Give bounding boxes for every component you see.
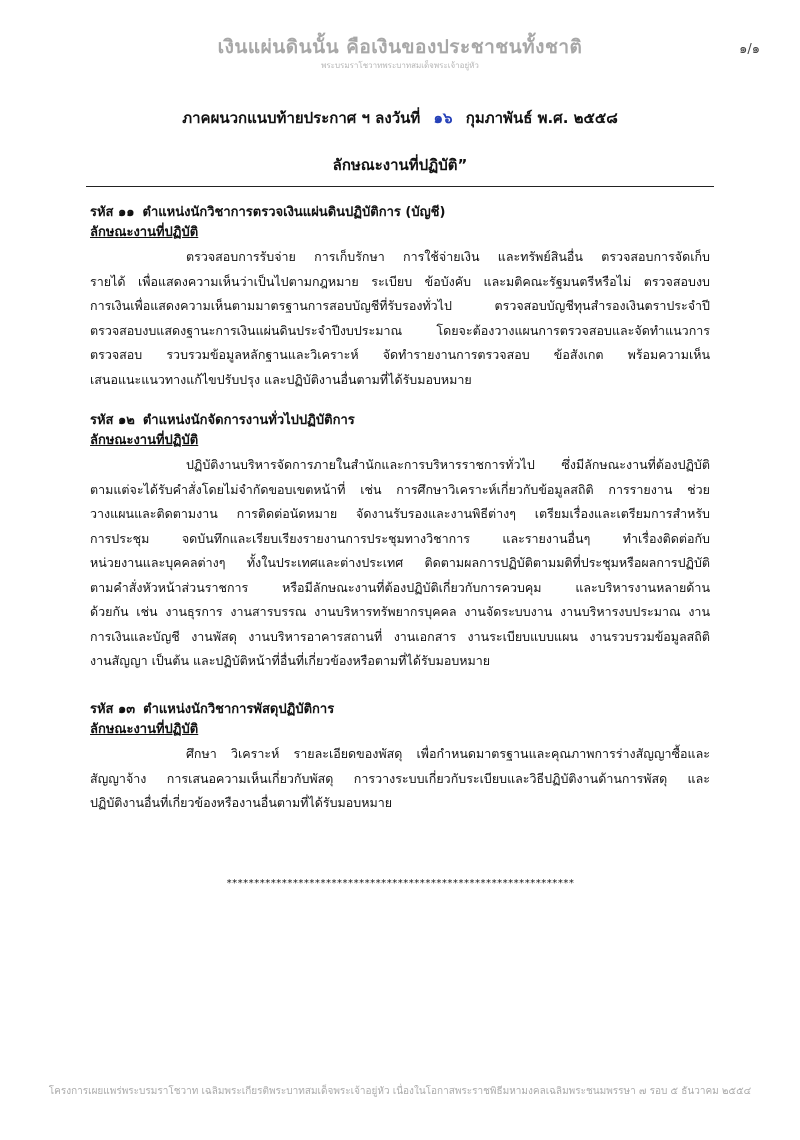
- annex-title-before: ภาคผนวกแนบท้ายประกาศ ฯ ลงวันที่: [182, 109, 421, 127]
- annex-title-after: กุมภาพันธ์ พ.ศ. ๒๕๕๘: [465, 109, 618, 127]
- paragraph-line: เสนอแนะแนวทางแก้ไขปรับปรุง และปฏิบัติงานอื่นตามที่ได้รับมอบหมาย: [90, 371, 472, 387]
- annex-title: [0, 106, 800, 130]
- section-subheading: ลักษณะงานที่ปฏิบัติ: [90, 433, 199, 448]
- paragraph-line: วางแผนและติดตามงาน การติดต่อนัดหมาย จัดงานรับรองและงานพิธีต่างๆ เตรียมเรื่องและเตรียมการสำหรับ: [90, 506, 710, 521]
- paragraph-line: ตามคำสั่งหัวหน้าส่วนราชการ หรือมีลักษณะงานที่ต้องปฏิบัติเกี่ยวกับการควบคุม และบริหารงานหลายด้าน: [90, 579, 710, 595]
- section-heading: [90, 700, 710, 720]
- section-13: [90, 700, 710, 816]
- paragraph-line: ปฏิบัติงานบริหารจัดการภายในสำนักและการบริหารราชการทั่วไป ซึ่งมีลักษณะงานที่ต้องปฏิบัติ: [186, 457, 710, 472]
- paragraph-line: งานสัญญา เป็นต้น และปฏิบัติหน้าที่อื่นที่เกี่ยวข้องหรือตามที่ได้รับมอบหมาย: [90, 653, 491, 668]
- document-title: ลักษณะงานที่ปฏิบัติ”: [332, 156, 468, 174]
- section-heading: [90, 411, 710, 431]
- section-code: รหัส ๑๓: [90, 702, 136, 717]
- section-subheading: ลักษณะงานที่ปฏิบัติ: [90, 225, 199, 240]
- paragraph-line: การเงินและบัญชี งานพัสดุ งานบริหารอาคารสถานที่ งานเอกสาร งานระเบียบแบบแผน งานรวบรวมข้อมูลสถิติ: [90, 628, 710, 644]
- section-11: [90, 203, 710, 392]
- paragraph-line: การประชุม จดบันทึกและเรียบเรียงรายงานการประชุมทางวิชาการ และรายงานอื่นๆ ทำเรื่องติดต่อกับ: [90, 530, 710, 546]
- section-heading: [90, 203, 710, 223]
- paragraph-line: ตรวจสอบ รวบรวมข้อมูลหลักฐานและวิเคราะห์ จัดทำรายงานการตรวจสอบ ข้อสังเกต พร้อมความเห็น: [90, 347, 710, 362]
- page-number: ๑/๑: [739, 42, 760, 57]
- section-code: รหัส ๑๒: [90, 413, 135, 428]
- paragraph-line: ตรวจสอบการรับจ่าย การเก็บรักษา การใช้จ่ายเงิน และทรัพย์สินอื่น ตรวจสอบการจัดเก็บ: [186, 249, 710, 264]
- divider: [86, 186, 714, 187]
- paragraph-line: ตามแต่จะได้รับคำสั่งโดยไม่จำกัดขอบเขตหน้าที่ เช่น การศึกษาวิเคราะห์เกี่ยวกับข้อมูลสถิติ การรายงาน ช่วย: [90, 481, 710, 497]
- section-subheading: ลักษณะงานที่ปฏิบัติ: [90, 722, 199, 737]
- section-position: ตำแหน่งนักวิชาการพัสดุปฏิบัติการ: [143, 702, 335, 717]
- paragraph-line: ตรวจสอบงบแสดงฐานะการเงินแผ่นดินประจำปีงบประมาณ โดยจะต้องวางแผนการตรวจสอบและจัดทำแนวการ: [90, 322, 710, 338]
- section-position: ตำแหน่งนักวิชาการตรวจเงินแผ่นดินปฏิบัติการ (บัญชี): [142, 205, 446, 220]
- annex-day: ๑๖: [433, 109, 453, 127]
- paragraph-line: รายได้ เพื่อแสดงความเห็นว่าเป็นไปตามกฎหมาย ระเบียบ ข้อบังคับ และมติคณะรัฐมนตรีหรือไม่ ตรวจสอบงบ: [90, 273, 710, 289]
- paragraph-line: ปฏิบัติงานอื่นที่เกี่ยวข้องหรืองานอื่นตามที่ได้รับมอบหมาย: [90, 795, 393, 810]
- section-position: ตำแหน่งนักจัดการงานทั่วไปปฏิบัติการ: [142, 413, 355, 428]
- section-12: [90, 411, 710, 674]
- paragraph-line: ศึกษา วิเคราะห์ รายละเอียดของพัสดุ เพื่อกำหนดมาตรฐานและคุณภาพการร่างสัญญาซื้อและ: [186, 746, 710, 761]
- header-motto-source: พระบรมราโชวาทพระบาทสมเด็จพระเจ้าอยู่หัว: [321, 61, 479, 70]
- paragraph-line: หน่วยงานและบุคคลต่างๆ ทั้งในประเทศและต่างประเทศ ติดตามผลการปฏิบัติตามมติที่ประชุมหรือผลการปฏิบัติ: [90, 555, 710, 570]
- section-code: รหัส ๑๑: [90, 205, 135, 220]
- footer-note: โครงการเผยแพร่พระบรมราโชวาท เฉลิมพระเกียรติพระบาทสมเด็จพระเจ้าอยู่หัว เนื่องในโอกาสพระราชพิธีมหามงคลเฉลิมพระชนมพรรษา ๗ รอบ ๕ ธันวาคม ๒๕๕๔: [48, 1086, 752, 1097]
- paragraph-line: สัญญาจ้าง การเสนอความเห็นเกี่ยวกับพัสดุ การวางระบบเกี่ยวกับระเบียบและวิธีปฏิบัติงานด้านการพัสดุ และ: [90, 770, 710, 786]
- paragraph-line: การเงินเพื่อแสดงความเห็นตามมาตรฐานการสอบบัญชีที่รับรองทั่วไป ตรวจสอบบัญชีทุนสำรองเงินตราประจำปี: [90, 298, 710, 313]
- separator-stars: ***************************************************************: [226, 878, 574, 889]
- paragraph-line: ด้วยกัน เช่น งานธุรการ งานสารบรรณ งานบริหารทรัพยากรบุคคล งานจัดระบบงาน งานบริหารงบประมาณ งาน: [90, 604, 710, 619]
- header-motto: เงินแผ่นดินนั้น คือเงินของประชาชนทั้งชาติ: [217, 36, 583, 58]
